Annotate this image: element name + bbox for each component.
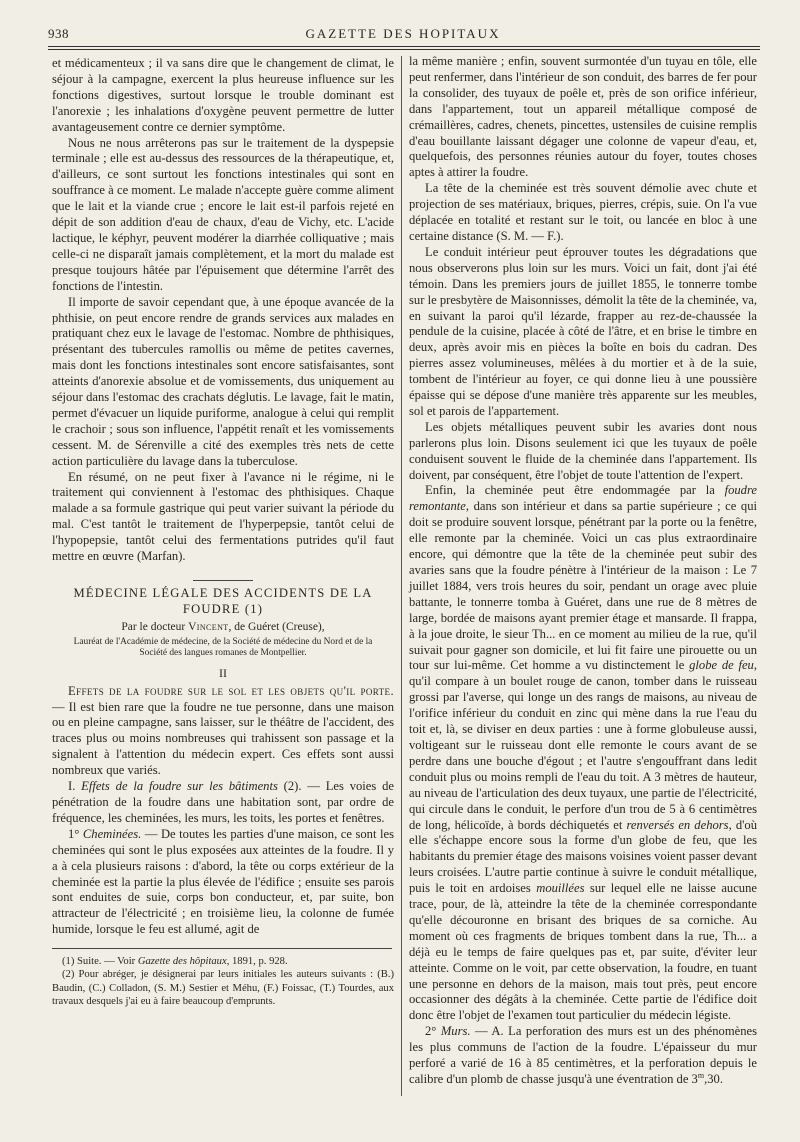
right-column: [409, 54, 757, 1088]
paragraph: I. Effets de la foudre sur les bâtiments (2). — Les voies de pénétration de la foudre dans une habitation sont, par ordre de fréquence, les cheminées, les murs, les toits, les portes et fenêtres.: [52, 779, 394, 825]
footnote-rule: [52, 948, 392, 949]
paragraph: Nous ne nous arrêterons pas sur le traitement de la dyspepsie terminale ; elle est au-dessus des ressources de la thérapeutique, et, d'ailleurs, ce sont surtout les fonctions intestinales qui sont en souffrance à ce moment. Le malade n'accepte guère comme aliment que le lait et la viande crue ; encore le lait est-il parfois rejeté en dépit de son addition d'eau de chaux, d'eau de Vichy, etc. L'acide lactique, le képhyr, peuvent modérer la diarrhée colliquative ; mais celle-ci ne disparaît jamais complètement, et la mort du malade est presque toujours hâtée par l'épuisement que détermine l'arrêt des fonctions de l'intestin.: [52, 135, 394, 293]
paragraph: et médicamenteux ; il va sans dire que le changement de climat, le séjour à la campagne, exercent la plus heureuse influence sur les fonctions digestives, surtout lorsque le trouble dominant est l'anorexie ; les inhalations d'oxygène peuvent permettre de lutter avantageusement contre ce dernier symptôme.: [52, 56, 394, 134]
header-rule: [48, 46, 760, 50]
author-affiliation: Lauréat de l'Académie de médecine, de la Société de médecine du Nord et de la Société des langues romanes de Montpellier.: [73, 636, 373, 659]
paragraph-heading: Effets de la foudre sur les bâtiments: [81, 779, 278, 794]
paragraph: Il importe de savoir cependant que, à une époque avancée de la phthisie, on peut encore rendre de grands services aux malades en pratiquant chez eux le lavage de l'estomac. Nombre de phthisiques, présentant des tubercules ramollis ou même de petites cavernes, mais dont les fonctions intestinales sont encore satisfaisantes, sont atteints d'anorexie absolue et de vomissements, dus uniquement au séjour dans l'estomac des crachats déglutis. Le lavage, fait le matin, permet d'évacuer un liquide puriforme, analogue à celui qui remplit le crachoir ; sous son influence, l'appétit renaît et les vomissements cessent. M. de Sérenville a cité des exemples très nets de cette action particulière du lavage dans la tuberculose.: [52, 294, 394, 468]
left-column: [52, 56, 394, 1008]
paragraph-heading: Cheminées.: [82, 826, 142, 841]
section-title: MÉDECINE LÉGALE DES ACCIDENTS DE LA FOUDRE (1): [73, 586, 373, 616]
paragraph: 2° Murs. — A. La perforation des murs est un des phénomènes les plus communs de l'action de la foudre. L'épaisseur du mur perforé a varié de 16 à 85 centimètres, et la perforation depuis le calibre d'un plomb de chasse jusqu'à une éventration de 3$^m$,30.: [409, 1024, 757, 1086]
paragraph-heading: Murs.: [440, 1024, 471, 1039]
article-separator: [52, 572, 394, 580]
author-name: Vincent: [188, 620, 229, 633]
part-number: II: [219, 665, 227, 680]
paragraph: Les objets métalliques peuvent subir les avaries dont nous parlerons plus loin. Disons seulement ici que les tuyaux de poêle conduisent souvent le fluide de la cheminée dans l'appartement. Ils doivent, par conséquent, être l'objet de toute l'attention de l'expert.: [409, 419, 757, 482]
paragraph: Effets de la foudre sur le sol et les objets qu'il porte. — Il est bien rare que la foudre ne tue personne, dans une maison ou en pleine campagne, sans laisser, sur le théâtre de l'accident, des traces plus ou moins nombreuses qui trahissent son passage et la signalent à l'attention du médecin expert. Ces effets sont aussi nombreux que variés.: [52, 683, 394, 778]
column-divider: [401, 56, 402, 1096]
running-head: GAZETTE DES HOPITAUX: [305, 26, 501, 41]
paragraph: la même manière ; enfin, souvent surmontée d'un tuyau en tôle, elle peut renfermer, dans l'intérieur de son conduit, des barres de fer pour la consolider, des tuyaux de poêle et, près de son orifice inférieur, dans l'appartement, tout un appareil métallique composé de crémaillères, cadres, chenets, pincettes, ustensiles de cuisine remplis d'eau bouillante laissant dégager une colonne de vapeur d'eau, et, quelquefois, des personnes réunies autour du foyer, toutes choses aptes à attirer la foudre.: [409, 54, 757, 180]
paragraph: Le conduit intérieur peut éprouver toutes les dégradations que nous observerons plus loin sur les murs. Voici un fait, dont j'ai été témoin. Dans les premiers jours de juillet 1855, le tonnerre tombe sur le presbytère de Maisonnisses, démolit la tête de la cheminée, va, en suivant la paroi qu'il lézarde, frapper au rez-de-chaussée la pendule de la cuisine, placée à côté de l'âtre, et en brise le timbre en deux, après avoir mis en pièces la boîte en bois du cadran. Des pierres assez volumineuses, mêlées à du mortier et à de la suie, tombent de l'intérieur au foyer, ce qui donne lieu à une poussière épaisse qui se dépose d'une manière très apparente sur les meubles, sol et parois de l'appartement.: [409, 244, 757, 418]
paragraph-heading: Effets de la foudre sur le sol et les objets qu'il porte.: [68, 683, 394, 698]
footnote: (2) Pour abréger, je désignerai par leurs initiales les auteurs suivants : (B.) Baudin, (C.) Colladon, (S. M.) Sestier et Méhu, (F.) Foissac, (T.) Tourdes, aux travaux desquels j'ai eu à faire beaucoup d'emprunts.: [52, 969, 394, 1007]
footnote: (1) Suite. — Voir Gazette des hôpitaux, 1891, p. 928.: [62, 956, 288, 968]
paragraph: En résumé, on ne peut fixer à l'avance ni le régime, ni le traitement qui conviennent à l'estomac des phthisiques. Chaque malade a sa formule gastrique qui peut varier suivant la période du mal. C'est tantôt le traitement de l'hyperpepsie, tantôt celui de l'hypopepsie, tantôt celui des fermentations putrides qu'il faut mettre en œuvre (Marfan).: [52, 469, 394, 564]
author-line: Par le docteur Vincent, de Guéret (Creuse),: [121, 620, 325, 633]
paragraph: 1° Cheminées. — De toutes les parties d'une maison, ce sont les cheminées qui sont le plus exposées aux atteintes de la foudre. Il y a à cela plusieurs raisons : d'abord, la tête ou corps extérieur de la cheminée est la partie la plus élevée de l'édifice ; ensuite ses parois sont enduites de suie, corps bon conducteur, et, par suite, bon attracteur de l'électricité ; en troisième lieu, la colonne de fumée humide, lorsque le feu est allumé, agit de: [52, 826, 395, 937]
paragraph: Enfin, la cheminée peut être endommagée par la foudre remontante, dans son intérieur et dans sa partie supérieure ; ce qui doit se produire souvent lorsque, pénétrant par la porte ou la fenêtre, elle remonte par la cheminée. Voici un cas plus extraordinaire encore, qui démontre que la tête de la cheminée peut subir des avaries sans que la foudre pénètre à l'intérieur de la maison : Le 7 juillet 1884, vers trois heures du soir, pendant un orage avec pluie battante, le tonnerre tomba à Guéret, dans une rue de 8 mètres de large, bordée de maisons ayant premier étage et mansarde. Il frappa, à la joue droite, le sieur Th... en ce moment au milieu de la rue, qu'il suivait pour gagner son domicile, et lui fit faire une pirouette ou un tour sur lui-même. Cet homme a vu distinctement le globe de feu, qu'il compare à un boulet rouge de canon, tomber dans le ruisseau grossi par l'averse, qui longe un des rangs de maisons, au niveau de l'orifice inférieur du conduit en zinc qui mène dans la rue l'eau du toit et, là, se diviser en deux parties : une à forme globuleuse aussi, voltigeant sur le ruisseau dont elle remonte le cours avant de se perdre dans une bouche d'égout ; et l'autre s'engouffrant dans ledit conduit plus ou moins rempli de l'eau du toit. A 3 mètres de hauteur, au niveau de l'articulation des deux tuyaux, une partie de l'électricité, qui circule dans le conduit, le perfore d'un trou de 5 à 6 centimètres de long, hélicoïde, à bords déchiquetés et renversés en dehors, d'où elle s'échappe encore sous la forme d'un globe de feu, que les habitants du premier étage des maisons voisines voient passer devant leurs croisées. L'autre partie continue à suivre le conduit métallique, puis le toit en ardoises mouillées sur lequel elle ne laisse aucune trace, pour, de là, atteindre la tête de la cheminée correspondante qu'elle découronne en brisant des briques de sa corniche. Au moment où ces fragments de briques tombent dans la rue, Th... a déjà eu le temps de faire quelques pas et, par suite, d'éviter leur atteinte. Comme on le voit, par cette observation, la foudre, en tuant une personne en dehors de la maison, mais tout près, peut encore occasionner des dégâts à la cheminée. Cette partie de l'édifice doit donc être l'objet de l'examen tout particulier du médecin légiste.: [409, 483, 757, 1023]
page-header: [48, 24, 758, 46]
footnotes: [52, 955, 394, 1008]
page-number: 938: [48, 26, 69, 41]
paragraph: La tête de la cheminée est très souvent démolie avec chute et projection de ses matériaux, briques, pierres, crépis, suie. On l'a vue déplacée en totalité et restant sur le toit, ou lancée en bloc à une certaine distance (S. M. — F.).: [409, 181, 757, 243]
